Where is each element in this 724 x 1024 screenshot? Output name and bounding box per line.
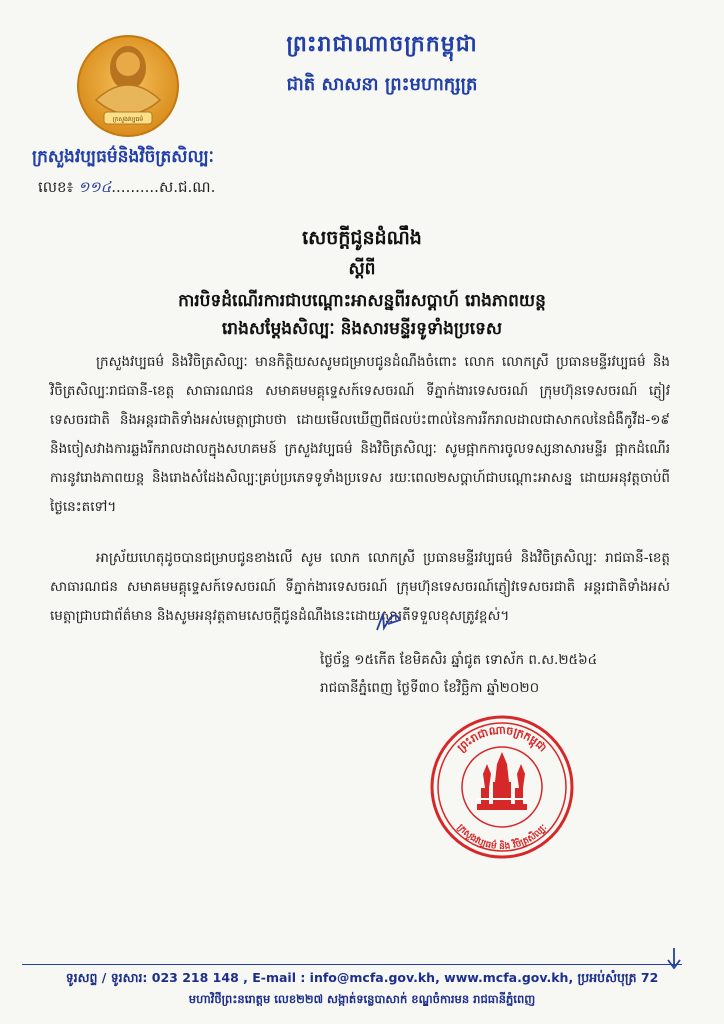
reference-number: [38, 178, 215, 200]
stamp-top-text: ព្រះរាជាណាចក្រកម្ពុជា: [454, 723, 550, 755]
paragraph-1-text: ក្រសួងវប្បធម៌ និងវិចិត្រសិល្បៈ មានកិត្តិយសសូមជម្រាបជូនដំណឹងចំពោះ លោក លោកស្រី ប្រធានមន្ទីរវប្បធម៌ និងវិចិត្រសិល្បៈរាជធានី-ខេត្ត សាធារណជន សមាគមមគ្គុទ្ទេសក៍ទេសចរណ៍ ទីភ្នាក់ងារទេសចរណ៍ ក្រុមហ៊ុនទេសចរណ៍ ភ្ញៀវទេសចរជាតិ និងអន្តរជាតិទាំងអស់មេត្តាជ្រាបថា ដោយមើលឃើញពីផលប៉ះពាល់នៃការរីករាលដាលជាសាកលនៃជំងឺកូវីដ-១៩ និងចៀសវាងការឆ្លងរីករាលដាលក្នុងសហគមន៍ ក្រសួងវប្បធម៌ និងវិចិត្រសិល្បៈ សូមផ្អាកការចូលទស្សនាសារមន្ទីរ ផ្អាកដំណើរការនូវរោងភាពយន្ត និងរោងសំដែងសិល្បៈគ្រប់ប្រភេទទូទាំងប្រទេស រយៈពេល២សប្តាហ៍ជាបណ្តោះអាសន្ន ដោយអនុវត្តចាប់ពីថ្ងៃនេះតទៅ។: [50, 354, 670, 515]
kingdom-title: ព្រះរាជាណាចក្រកម្ពុជា: [286, 32, 478, 57]
subject-line-2: រោងសម្តែងសិល្បៈ និងសារមន្ទីរទូទាំងប្រទេស: [221, 319, 503, 339]
national-motto: ជាតិ សាសនា ព្រះមហាក្សត្រ: [286, 74, 478, 95]
kingdom-heading: [232, 30, 532, 99]
about-label: ស្តីពី: [348, 259, 376, 279]
footer-address: មហាវិថីព្រះនរោត្តម លេខ២២៧ សង្កាត់ទន្លេបាសាក់ ខណ្ឌចំការមន រាជធានីភ្នំពេញ: [188, 992, 536, 1006]
initial-signature-icon: [374, 610, 404, 636]
stamp-bottom-text: ក្រសួងវប្បធម៌ និង វិចិត្រសិល្បៈ: [454, 822, 550, 853]
ref-prefix: លេខ៖: [38, 178, 74, 196]
ministry-emblem-icon: [74, 30, 182, 138]
svg-text:ព្រះរាជាណាចក្រកម្ពុជា: [455, 724, 549, 755]
notice-title: សេចក្តីជូនដំណឹង: [302, 227, 422, 249]
subject-line-1: ការបិទដំណើរការជាបណ្តោះអាសន្នពីរសប្តាហ៍ រោងភាពយន្ត: [178, 291, 546, 311]
angkor-wat-icon: [477, 752, 527, 810]
ref-suffix: ស.ជ.ណ.: [158, 178, 216, 196]
ref-number: ១១៤: [77, 178, 112, 196]
footer-divider: [22, 964, 682, 965]
logo-caption: ក្រសួងវប្បធម៌: [112, 116, 144, 123]
lunar-date: ថ្ងៃច័ន្ទ ១៥កើត ខែមិគសិរ ឆ្នាំជូត ទោស័ក ព.ស.២៥៦៤: [320, 652, 598, 668]
paragraph-2-text: អាស្រ័យហេតុដូចបានជម្រាបជូនខាងលើ សូម លោក លោកស្រី ប្រធានមន្ទីរវប្បធម៌ និងវិចិត្រសិល្បៈ រាជធានី-ខេត្ត សាធារណជន សមាគមមគ្គុទ្ទេសក៍ទេសចរណ៍ ទីភ្នាក់ងារទេសចរណ៍ ក្រុមហ៊ុនទេសចរណ៍ភ្ញៀវទេសចរជាតិ អន្តរជាតិទាំងអស់ មេត្តាជ្រាបជាព័ត៌មាន និងសូមអនុវត្តតាមសេចក្តីជូនដំណឹងនេះដោយស្មារតីទទួលខុសត្រូវខ្ពស់។: [50, 550, 670, 624]
body-paragraph-1: [50, 348, 670, 522]
ministry-name: ក្រសួងវប្បធម៌និងវិចិត្រសិល្បៈ: [32, 147, 214, 167]
official-stamp-icon: [427, 712, 577, 862]
body-paragraph-2: [50, 544, 670, 631]
ref-dots: ..........: [111, 178, 159, 196]
page-turn-icon: [662, 946, 686, 972]
solar-date: រាជធានីភ្នំពេញ ថ្ងៃទី៣០ ខែវិច្ឆិកា ឆ្នាំ២០២០: [320, 680, 540, 696]
footer-contact: ទូរសព្ទ / ទូរសារ: 023 218 148 , E-mail : info@mcfa.gov.kh, www.mcfa.gov.kh, ប្រអប់សំបុត្រ 72: [65, 970, 659, 985]
